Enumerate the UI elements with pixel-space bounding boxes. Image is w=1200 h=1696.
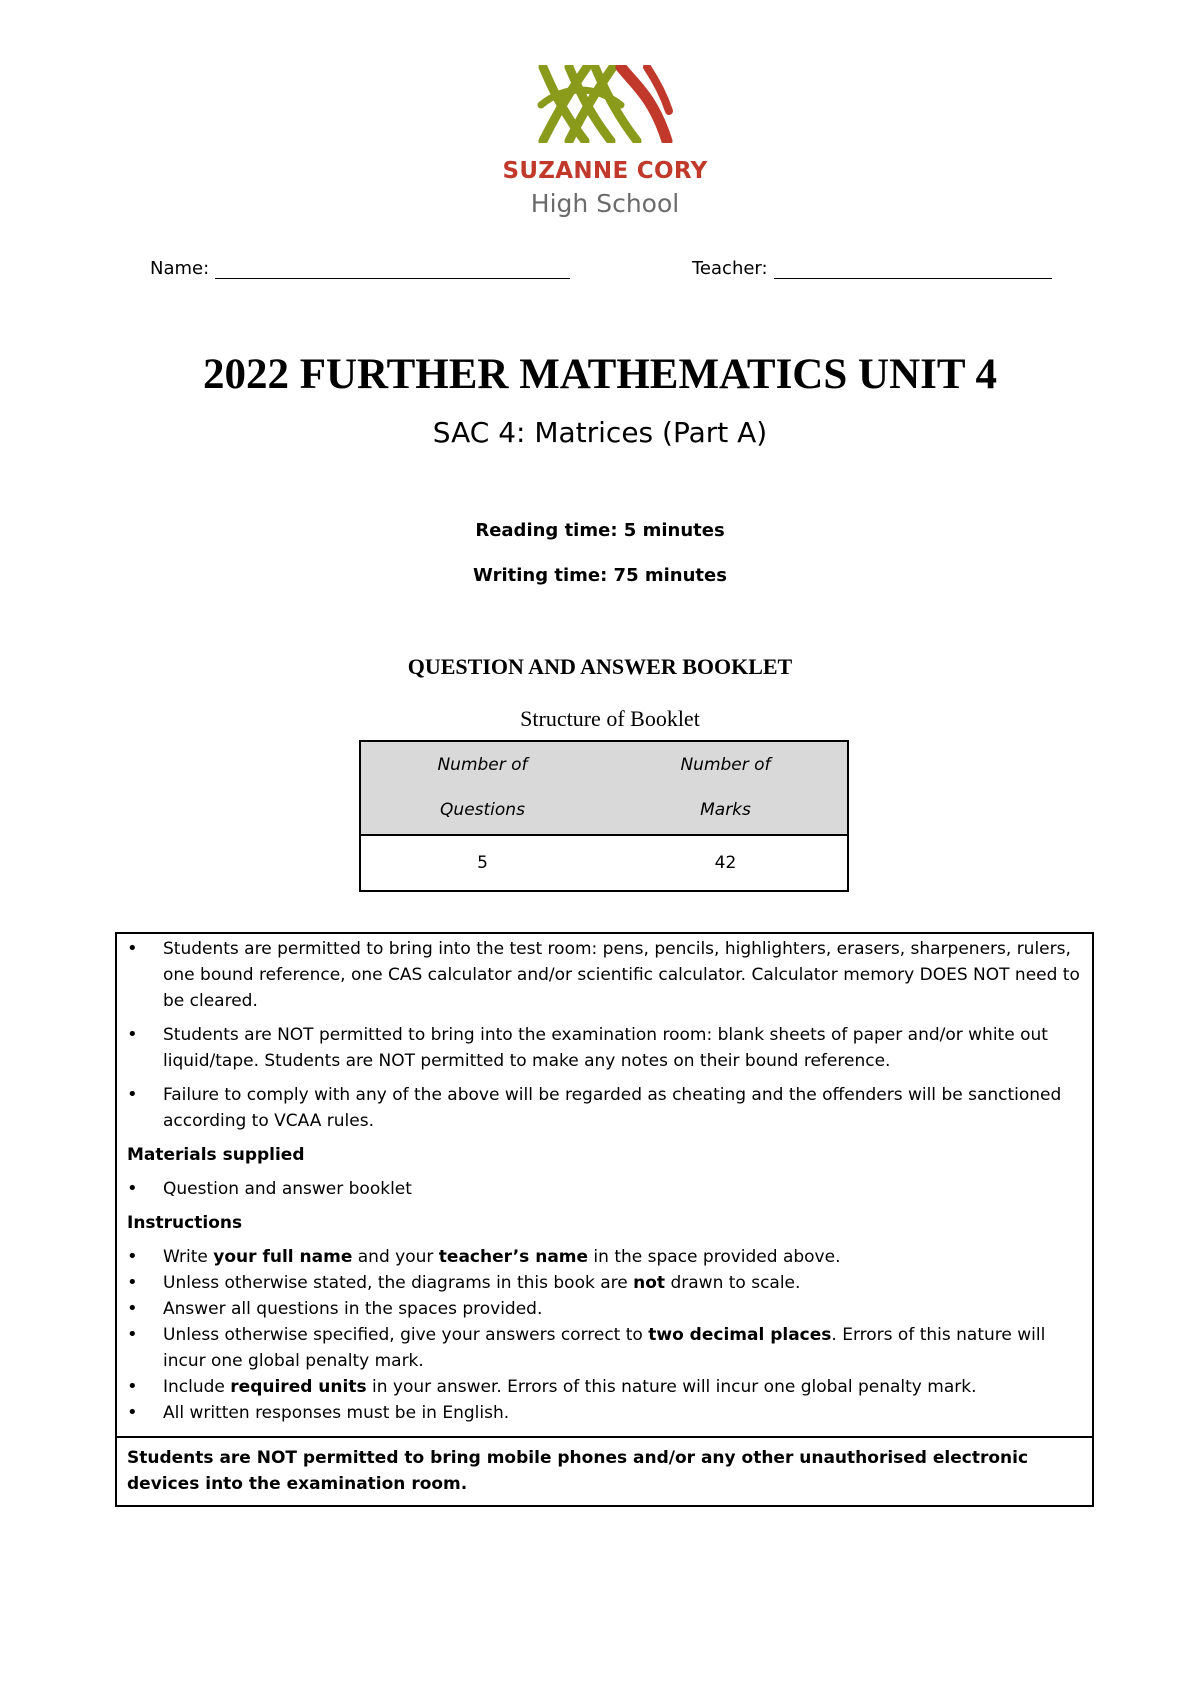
instructions-list: [127, 1244, 1082, 1426]
booklet-heading: QUESTION AND ANSWER BOOKLET: [407, 654, 793, 679]
mobile-phone-notice: Students are NOT permitted to bring mobile phones and/or any other unauthorised electronic devices into the examination room.: [117, 1436, 1092, 1505]
value-marks: 42: [604, 835, 848, 891]
school-logo: [490, 65, 720, 225]
list-item: • Students are permitted to bring into the test room: pens, pencils, highlighters, erasers, sharpeners, rulers, one bound reference, one CAS calculator and/or scientific calculator. Calculator memory DOES NOT need to be cleared.: [127, 936, 1082, 1014]
rules-box: [115, 932, 1094, 1507]
structure-caption: Structure of Booklet: [520, 706, 700, 731]
header-questions-line1: Number of: [437, 755, 528, 775]
list-item: • Students are NOT permitted to bring into the examination room: blank sheets of paper and/or white out liquid/tape. Students are NOT permitted to make any notes on their bound reference.: [127, 1022, 1082, 1074]
school-name: SUZANNE CORY: [502, 158, 708, 184]
page-title: 2022 FURTHER MATHEMATICS UNIT 4: [202, 351, 998, 398]
structure-table: [359, 740, 849, 892]
instructions-heading: Instructions: [127, 1213, 243, 1233]
header-marks: [604, 741, 848, 835]
structure-value-row: [360, 835, 848, 891]
teacher-name-field[interactable]: [692, 258, 1052, 279]
name-label: Name:: [150, 258, 210, 279]
list-item: • Unless otherwise specified, give your answers correct to two decimal places. Errors of this nature will incur one global penalty mark.: [127, 1322, 1082, 1374]
list-item: • Write your full name and your teacher’s name in the space provided above.: [127, 1244, 1082, 1270]
name-input-line[interactable]: [215, 258, 570, 279]
writing-time: Writing time: 75 minutes: [473, 565, 727, 586]
header-questions: [360, 741, 604, 835]
list-item: • Include required units in your answer. Errors of this nature will incur one global penalty mark.: [127, 1374, 1082, 1400]
page-subtitle: SAC 4: Matrices (Part A): [432, 416, 768, 449]
structure-header-row: [360, 741, 848, 835]
school-subname: High School: [530, 189, 680, 218]
list-item: • Question and answer booklet: [127, 1176, 1082, 1202]
list-item: • Answer all questions in the spaces provided.: [127, 1296, 1082, 1322]
materials-heading: Materials supplied: [127, 1145, 305, 1165]
teacher-input-line[interactable]: [774, 258, 1052, 279]
header-marks-line1: Number of: [680, 755, 771, 775]
materials-list: [127, 1176, 1082, 1202]
header-questions-line2: Questions: [440, 800, 525, 820]
rules-list: [127, 936, 1082, 1134]
reading-time: Reading time: 5 minutes: [475, 520, 725, 541]
list-item: • Unless otherwise stated, the diagrams in this book are not drawn to scale.: [127, 1270, 1082, 1296]
list-item: • All written responses must be in English.: [127, 1400, 1082, 1426]
header-marks-line2: Marks: [700, 800, 751, 820]
value-questions: 5: [360, 835, 604, 891]
teacher-label: Teacher:: [692, 258, 768, 279]
woven-lines-logo-icon: [535, 65, 675, 143]
list-item: • Failure to comply with any of the above will be regarded as cheating and the offenders will be sanctioned according to VCAA rules.: [127, 1082, 1082, 1134]
student-name-field[interactable]: [150, 258, 570, 279]
